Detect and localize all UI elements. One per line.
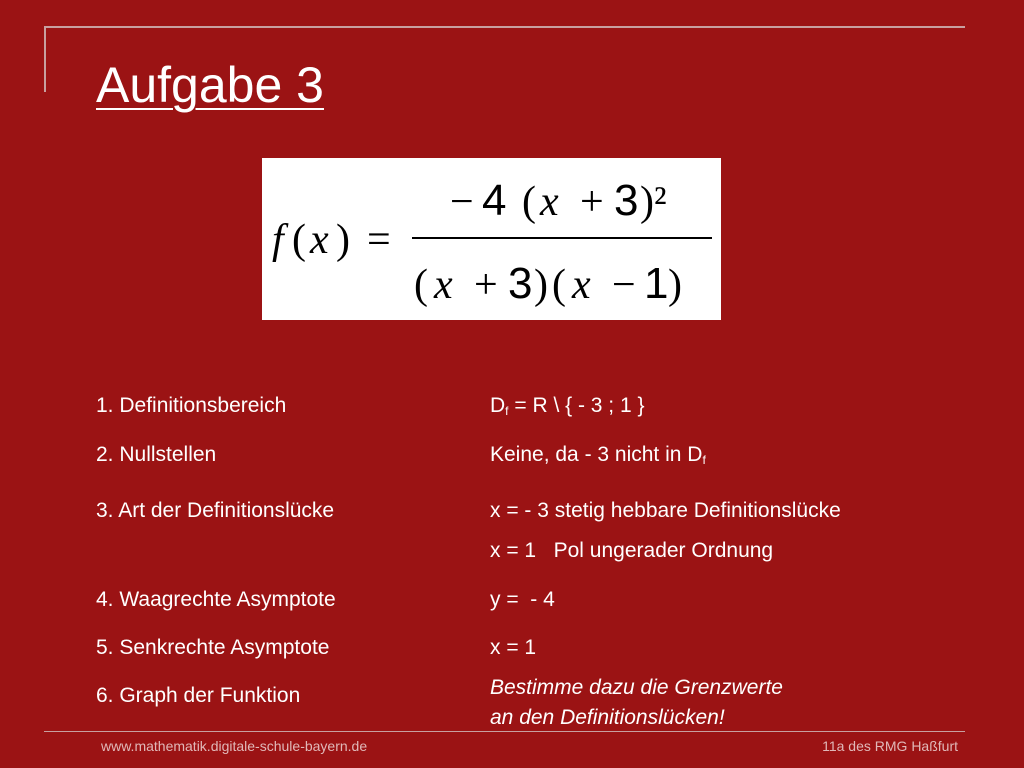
formula-num-plus: + [580,179,604,225]
formula-num-open: ( [522,179,536,225]
formula-lhs-close: ) [336,217,350,263]
formula-lhs-x: x [310,217,329,263]
formula-den-x1: x [434,262,453,308]
formula-num-3: 3 [614,176,639,225]
frame-bottom-line [44,731,965,732]
row-6-value-line1: Bestimme dazu die Grenzwerte [490,676,783,699]
frame-top-line [44,26,965,28]
row-1-label: 1. Definitionsbereich [96,394,287,417]
row-4-value: y = - 4 [490,588,555,611]
row-5-label: 5. Senkrechte Asymptote [96,636,330,659]
formula-equals: = [367,217,391,263]
formula-den-close2: ) [668,262,682,308]
row-1-value [490,394,645,418]
formula-den-minus: − [612,262,636,308]
row-3-label: 3. Art der Definitionslücke [96,499,335,522]
footer-website-link[interactable]: www.mathematik.digitale-schule-bayern.de [101,738,368,754]
row-5-value: x = 1 [490,636,537,659]
row-2-value [490,443,706,467]
formula-den-3: 3 [508,259,533,308]
row-3-value-line2: x = 1 Pol ungerader Ordnung [490,539,774,562]
formula-svg [262,158,721,320]
row-1-value-main: D [490,394,506,417]
formula-num-minus: − [450,179,474,225]
formula-den-close1: ) [534,262,548,308]
row-3-value-line1: x = - 3 stetig hebbare Definitionslücke [490,499,841,522]
row-6-value-line2: an den Definitionslücken! [490,706,725,729]
row-1-value-sub: f [505,404,509,418]
formula-den-open1: ( [414,262,428,308]
formula-den-1: 1 [644,259,669,308]
formula-den-x2: x [572,262,591,308]
slide-title: Aufgabe 3 [96,57,324,113]
formula-box [262,158,721,320]
formula-f: f [272,217,284,263]
formula-num-4: 4 [482,176,507,225]
row-2-value-main: Keine, da - 3 nicht in D [490,443,703,466]
formula-den-open2: ( [552,262,566,308]
footer-class-label: 11a des RMG Haßfurt [822,738,958,754]
row-4-label: 4. Waagrechte Asymptote [96,588,336,611]
row-1-value-rest: = R \ { - 3 ; 1 } [508,394,645,417]
frame-left-line [44,26,46,92]
formula-num-x: x [540,179,559,225]
row-2-value-sub: f [702,453,706,467]
row-6-label: 6. Graph der Funktion [96,684,301,707]
formula-lhs-open: ( [292,217,306,263]
formula-den-plus: + [474,262,498,308]
formula-num-close: )² [640,179,667,225]
row-2-label: 2. Nullstellen [96,443,217,466]
